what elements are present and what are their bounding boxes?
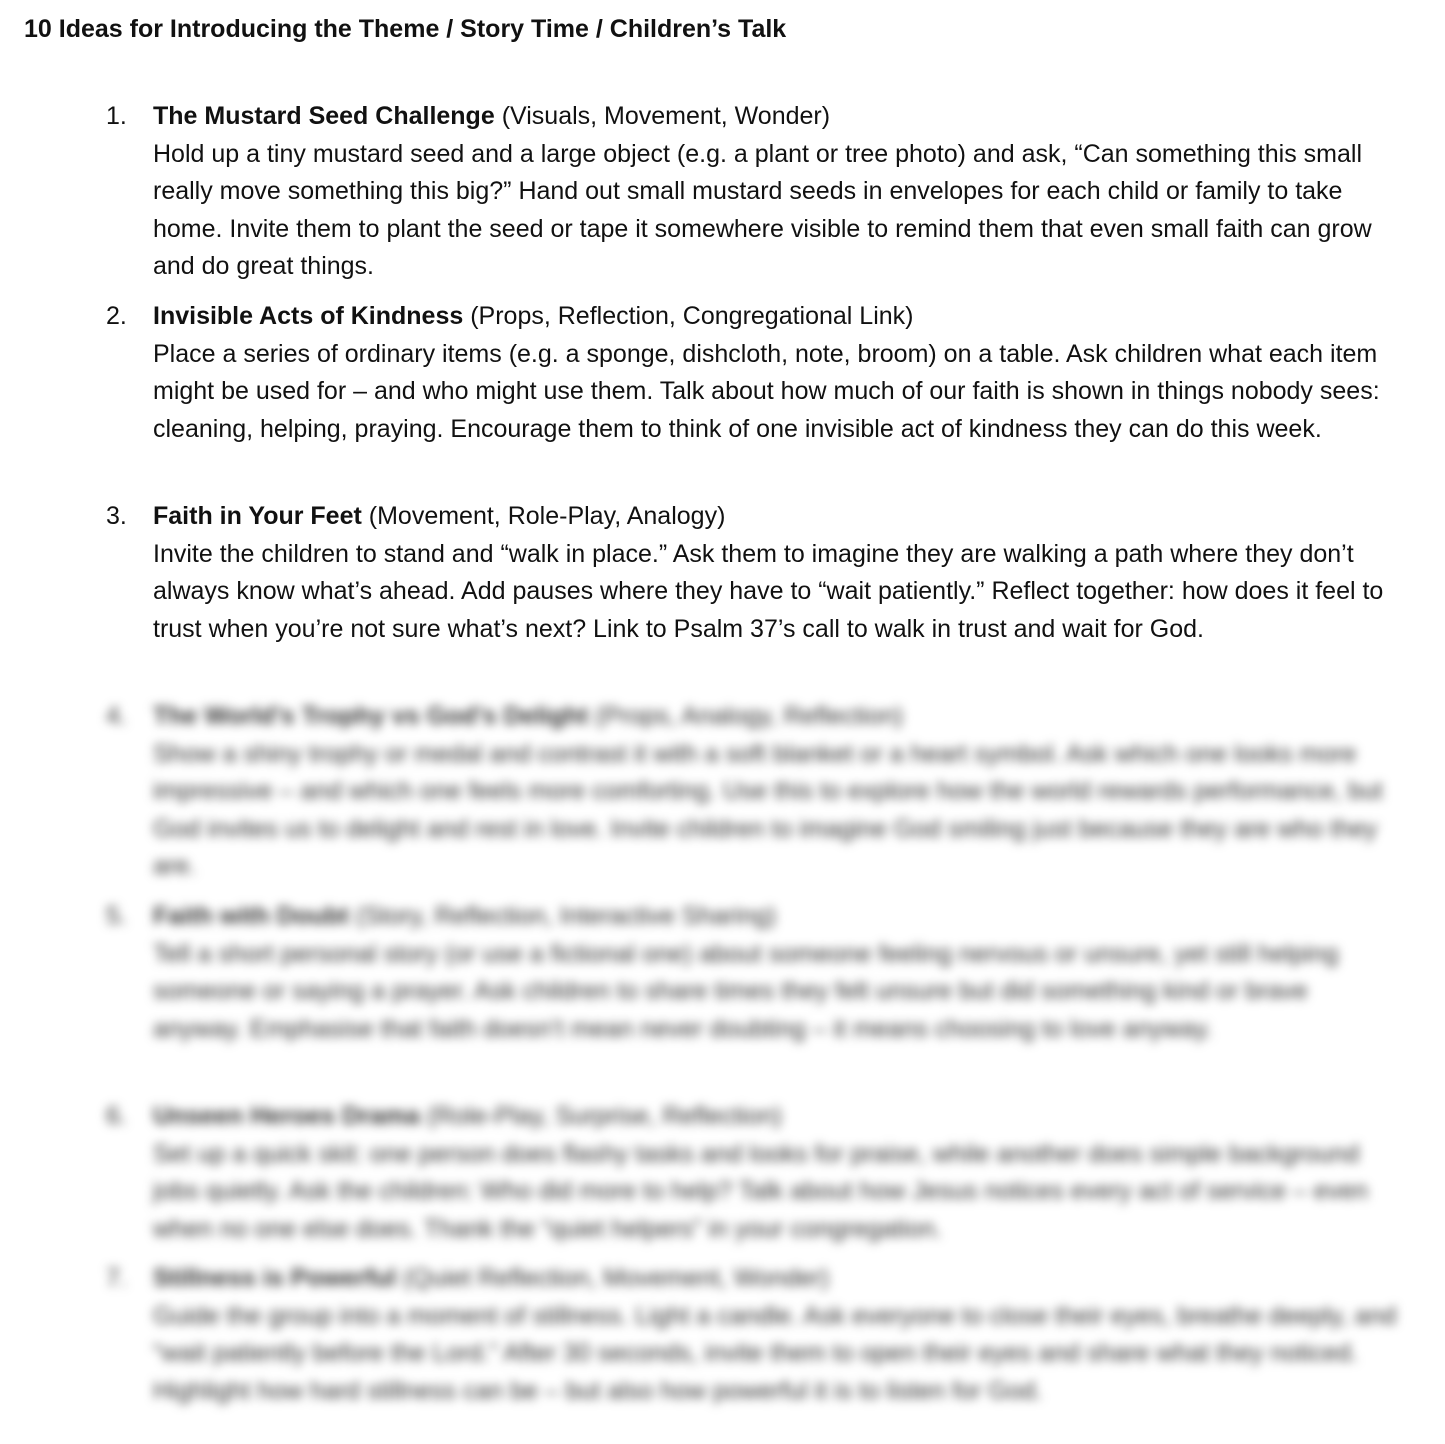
idea-number: 2. [106,302,127,330]
idea-number: 6. [106,1102,127,1130]
idea-heading [153,698,1403,736]
idea-tags: (Movement, Role-Play, Analogy) [361,502,726,530]
idea-body [153,98,1403,286]
idea-number: 4. [106,702,127,730]
idea-tags: (Story, Reflection, Interactive Sharing) [348,902,777,930]
idea-title: Faith in Your Feet [153,502,362,530]
idea-title: The World’s Trophy vs God’s Delight [153,702,589,730]
idea-heading [153,898,1403,936]
idea-description: Hold up a tiny mustard seed and a large object (e.g. a plant or tree photo) and ask, “Can something this small really move something this big?” Hand out small mustard seeds in envelopes for each child or family to take home. Invite them to plant the seed or tape it somewhere visible to remind them that even small faith can grow and do great things. [153,139,1372,280]
idea-description: Invite the children to stand and “walk in place.” Ask them to imagine they are walking a path where they don’t always know what’s ahead. Add pauses where they have to “wait patiently.” Reflect together: how does it feel to trust when you’re not sure what’s next? Link to Psalm 37’s call to walk in trust and wait for God. [153,539,1384,643]
idea-heading [153,498,1403,536]
idea-heading [153,1260,1403,1298]
idea-tags: (Role-Play, Surprise, Reflection) [419,1102,782,1130]
idea-body [153,698,1403,886]
idea-title: Stillness is Powerful [153,1264,397,1292]
idea-title: Invisible Acts of Kindness [153,302,464,330]
document-title: 10 Ideas for Introducing the Theme / Story Time / Children’s Talk [24,15,787,43]
idea-description: Place a series of ordinary items (e.g. a sponge, dishcloth, note, broom) on a table. Ask children what each item might be used for – and who might use them. Talk about how much of our faith is shown in things nobody sees: cleaning, helping, praying. Encourage them to think of one invisible act of kindness they can do this week. [153,339,1380,443]
idea-title: Unseen Heroes Drama [153,1102,420,1130]
idea-body [153,298,1403,448]
idea-description: Set up a quick skit: one person does flashy tasks and looks for praise, while another does simple background jobs quietly. Ask the children: Who did more to help? Talk about how Jesus notices every act of service – even when no one else does. Thank the “quiet helpers” in your congregation. [153,1139,1369,1243]
idea-tags: (Props, Reflection, Congregational Link) [463,302,914,330]
idea-tags: (Visuals, Movement, Wonder) [494,102,831,130]
idea-body [153,498,1403,648]
idea-body [153,1098,1403,1248]
idea-number: 1. [106,102,127,130]
idea-tags: (Quiet Reflection, Movement, Wonder) [396,1264,830,1292]
idea-body [153,898,1403,1048]
idea-number: 7. [106,1264,127,1292]
idea-description: Show a shiny trophy or medal and contrast it with a soft blanket or a heart symbol. Ask which one looks more impressive – and which one feels more comforting. Use this to explore how the world rewards performance, but God invites us to delight and rest in love. Invite children to imagine God smiling just because they are who they are. [153,739,1383,880]
idea-tags: (Props, Analogy, Reflection) [588,702,904,730]
idea-number: 3. [106,502,127,530]
idea-number: 5. [106,902,127,930]
idea-heading [153,98,1403,136]
idea-description: Guide the group into a moment of stillness. Light a candle. Ask everyone to close their eyes, breathe deeply, and “wait patiently before the Lord.” After 30 seconds, invite them to open their eyes and share what they noticed. Highlight how hard stillness can be – but also how powerful it is to listen for God. [153,1301,1397,1405]
idea-heading [153,1098,1403,1136]
idea-title: The Mustard Seed Challenge [153,102,495,130]
idea-title: Faith with Doubt [153,902,349,930]
idea-body [153,1260,1403,1410]
idea-description: Tell a short personal story (or use a fictional one) about someone feeling nervous or unsure, yet still helping someone or saying a prayer. Ask children to share times they felt unsure but did something kind or brave anyway. Emphasise that faith doesn’t mean never doubting – it means choosing to love anyway. [153,939,1339,1043]
idea-heading [153,298,1403,336]
